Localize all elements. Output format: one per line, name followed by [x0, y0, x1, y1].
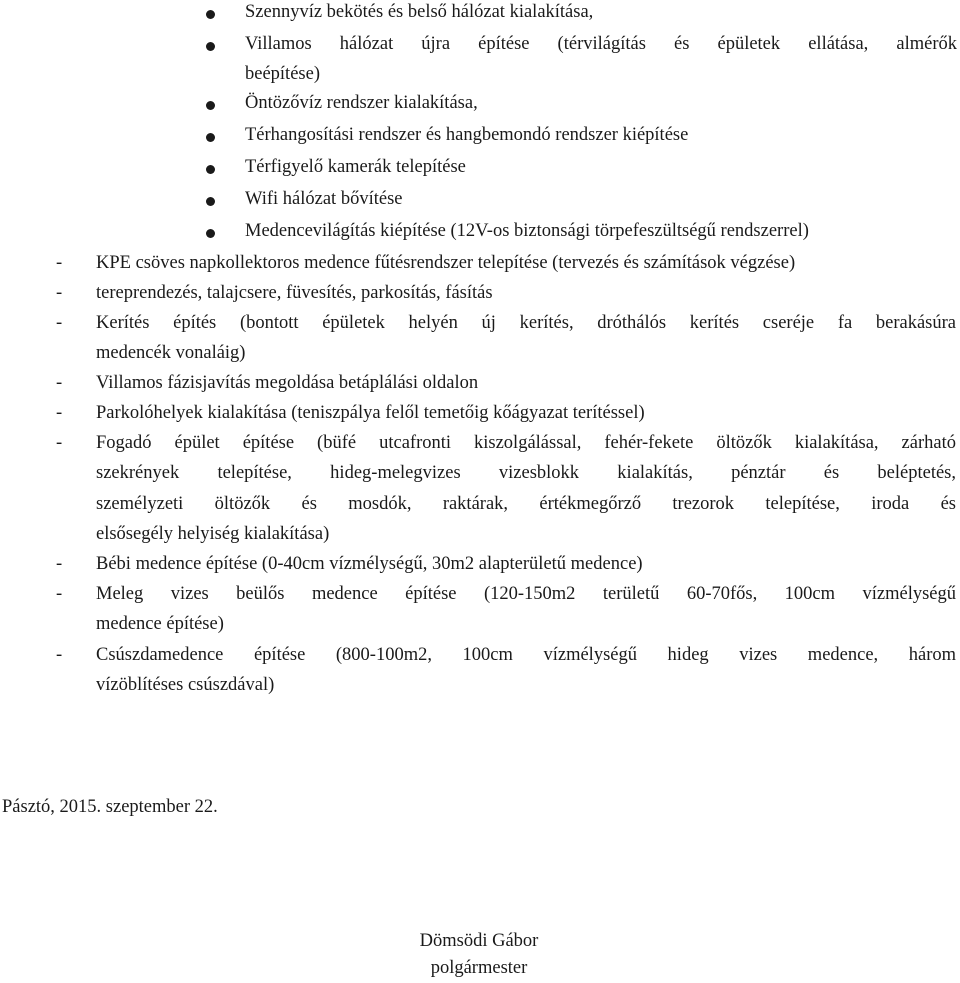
bullet-item-continuation: beépítése): [245, 64, 320, 84]
dash-marker: -: [56, 645, 63, 665]
dash-item: Meleg vizes beülős medence építése (120-150m2 területű 60-70fős, 100cm vízmélységű: [96, 584, 956, 604]
dash-item-continuation: szekrények telepítése, hideg-melegvizes vizesblokk kialakítás, pénztár és beléptetés,: [96, 463, 956, 483]
bullet-dot: [206, 10, 215, 19]
dash-item: Csúszdamedence építése (800-100m2, 100cm vízmélységű hideg vizes medence, három: [96, 645, 956, 665]
dash-item: KPE csöves napkollektoros medence fűtésrendszer telepítése (tervezés és számítások végzése): [96, 253, 796, 273]
dash-item: Fogadó épület építése (büfé utcafronti kiszolgálással, fehér-fekete öltözők kialakítása, zárható: [96, 433, 956, 453]
dash-item: Parkolóhelyek kialakítása (teniszpálya felől temetőig kőágyazat terítéssel): [96, 403, 645, 423]
dash-item-continuation: személyzeti öltözők és mosdók, raktárak, értékmegőrző trezorok telepítése, iroda és: [96, 494, 956, 514]
dash-item-continuation: medence építése): [96, 614, 224, 634]
bullet-item: Villamos hálózat újra építése (térvilágítás és épületek ellátása, almérők: [245, 34, 957, 54]
signatory-title: polgármester: [430, 958, 528, 978]
place-and-date: Pásztó, 2015. szeptember 22.: [2, 797, 218, 817]
bullet-item: Térfigyelő kamerák telepítése: [245, 157, 466, 177]
dash-item: Kerítés építés (bontott épületek helyén új kerítés, dróthálós kerítés cseréje fa berakásúra: [96, 313, 956, 333]
dash-marker: -: [56, 313, 63, 333]
dash-marker: -: [56, 373, 63, 393]
dash-marker: -: [56, 433, 63, 453]
bullet-dot: [206, 101, 215, 110]
bullet-item: Öntözővíz rendszer kialakítása,: [245, 93, 478, 113]
dash-item: Bébi medence építése (0-40cm vízmélységű, 30m2 alapterületű medence): [96, 554, 643, 574]
bullet-dot: [206, 165, 215, 174]
bullet-dot: [206, 133, 215, 142]
dash-item: tereprendezés, talajcsere, füvesítés, parkosítás, fásítás: [96, 283, 493, 303]
dash-marker: -: [56, 584, 63, 604]
bullet-dot: [206, 229, 215, 238]
bullet-dot: [206, 197, 215, 206]
bullet-dot: [206, 42, 215, 51]
dash-marker: -: [56, 283, 63, 303]
dash-marker: -: [56, 403, 63, 423]
bullet-item: Medencevilágítás kiépítése (12V-os biztonsági törpefeszültségű rendszerrel): [245, 221, 809, 241]
dash-marker: -: [56, 554, 63, 574]
bullet-item: Wifi hálózat bővítése: [245, 189, 403, 209]
dash-item-continuation: vízöblítéses csúszdával): [96, 675, 275, 695]
dash-marker: -: [56, 253, 63, 273]
dash-item-continuation: elsősegély helyiség kialakítása): [96, 524, 330, 544]
dash-item: Villamos fázisjavítás megoldása betáplálási oldalon: [96, 373, 479, 393]
bullet-item: Szennyvíz bekötés és belső hálózat kialakítása,: [245, 2, 594, 22]
signatory-name: Dömsödi Gábor: [419, 931, 539, 951]
bullet-item: Térhangosítási rendszer és hangbemondó rendszer kiépítése: [245, 125, 689, 145]
dash-item-continuation: medencék vonaláig): [96, 343, 246, 363]
